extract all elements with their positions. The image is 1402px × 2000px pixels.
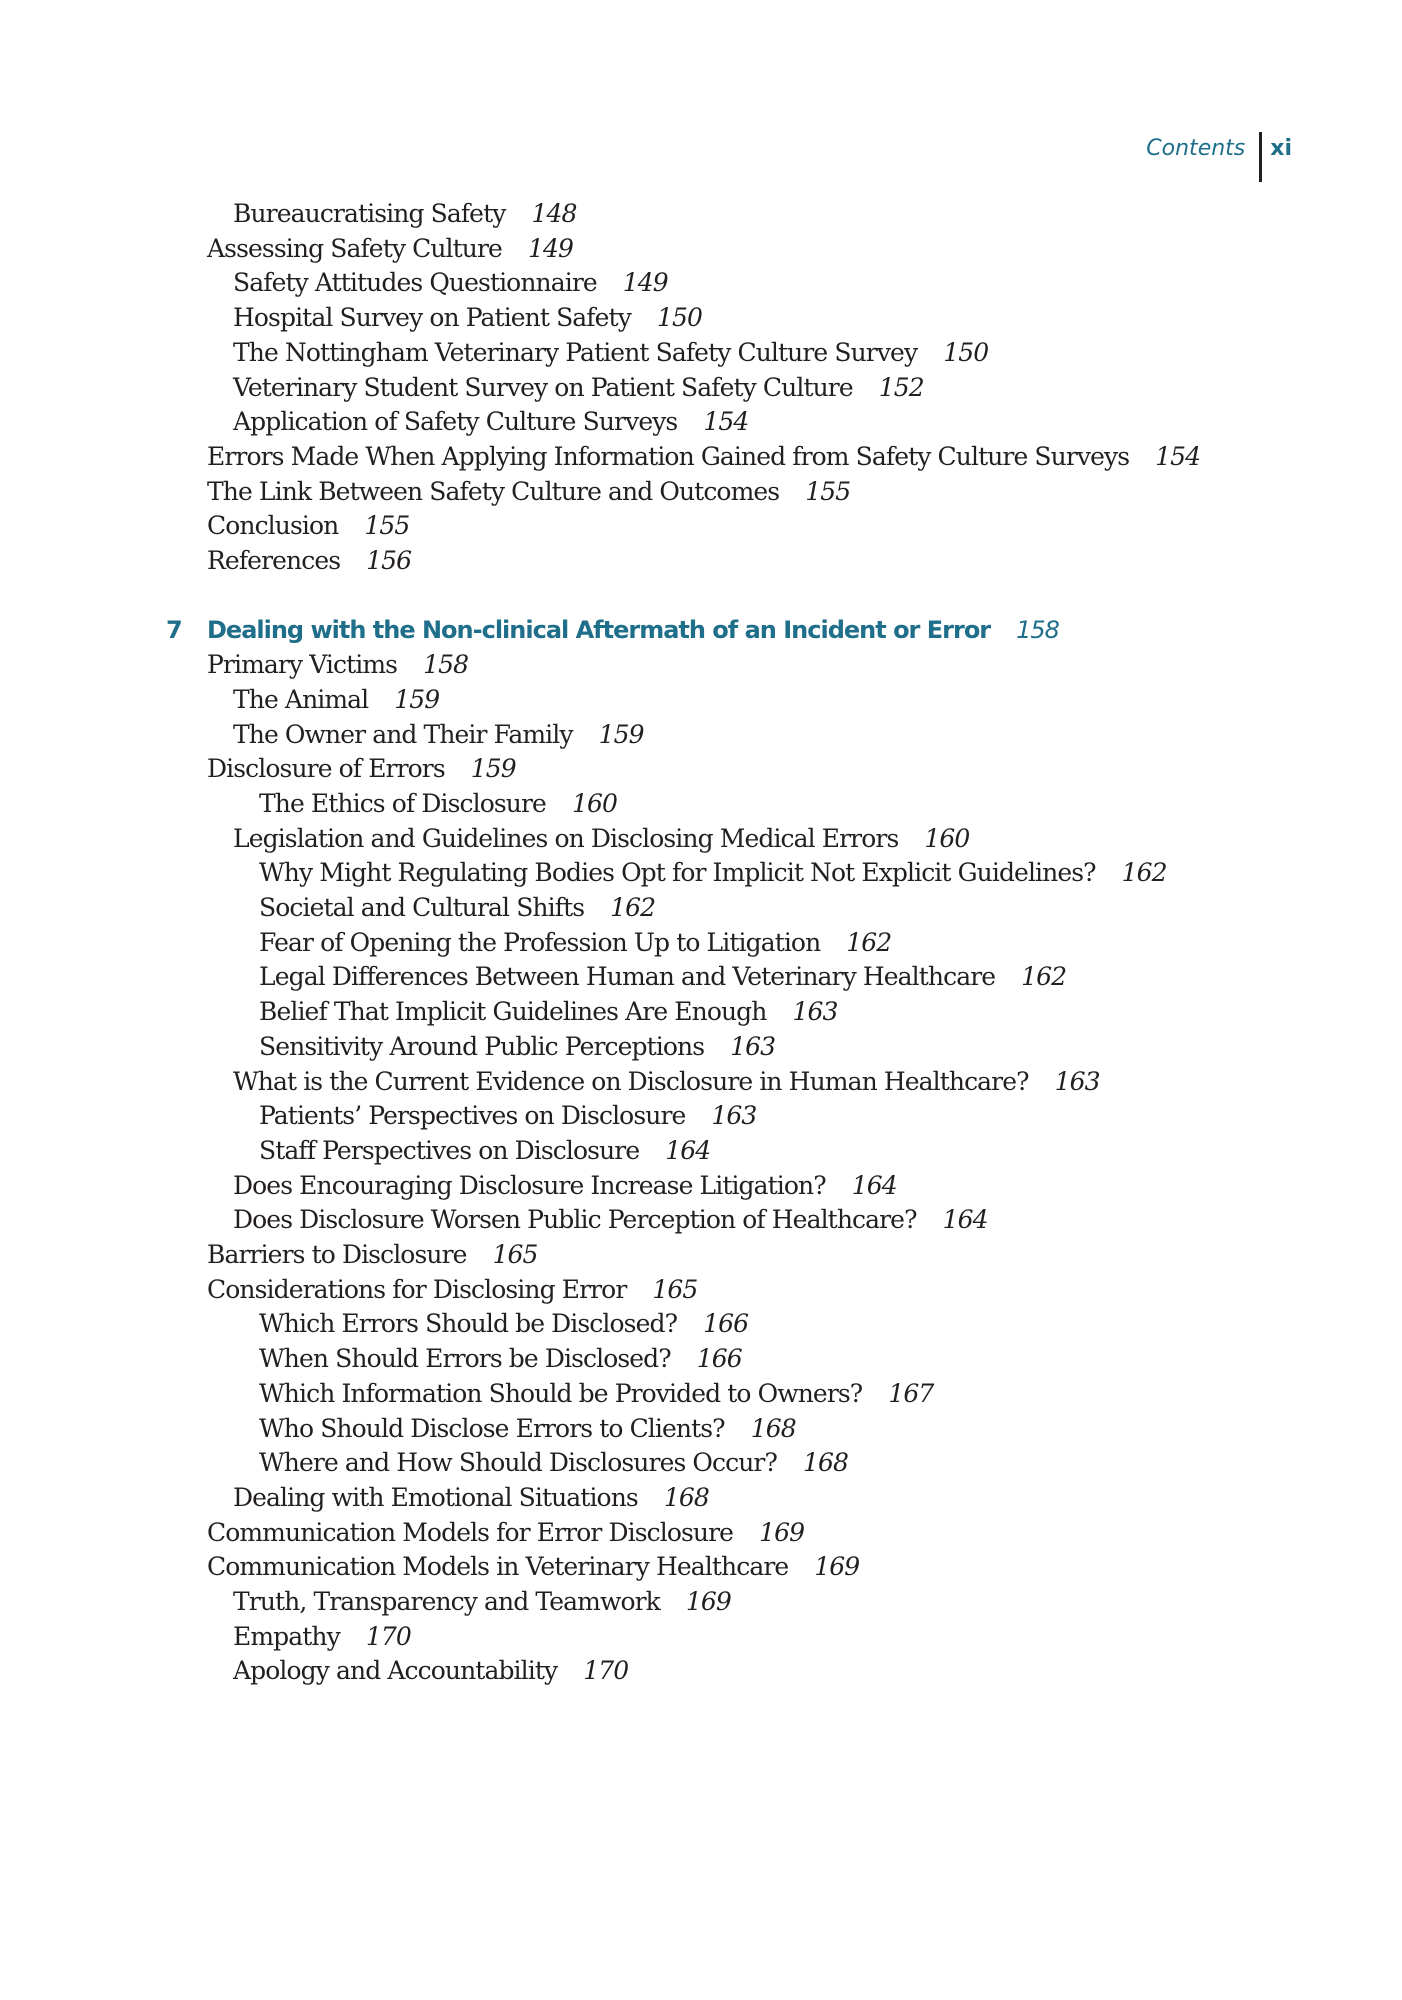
- toc-entry[interactable]: [207, 232, 573, 266]
- toc-entry-page-number: 158: [423, 650, 469, 680]
- toc-entry[interactable]: [233, 1065, 1100, 1099]
- toc-entry[interactable]: [233, 371, 924, 405]
- toc-entry[interactable]: [233, 1620, 411, 1654]
- toc-entry[interactable]: [259, 1099, 756, 1133]
- toc-entry-page-number: 170: [583, 1656, 629, 1686]
- toc-entry-page-number: 160: [571, 788, 617, 818]
- toc-entry-page-number: 159: [394, 684, 440, 714]
- toc-entry-title: Fear of Opening the Profession Up to Litigation: [259, 927, 821, 957]
- toc-entry-title: Legislation and Guidelines on Disclosing Medical Errors: [233, 823, 899, 853]
- toc-entry[interactable]: [233, 822, 969, 856]
- toc-entry[interactable]: [207, 648, 468, 682]
- toc-entry-title: The Link Between Safety Culture and Outcomes: [207, 476, 780, 506]
- toc-entry-title: Where and How Should Disclosures Occur?: [259, 1448, 777, 1478]
- toc-entry-title: Does Encouraging Disclosure Increase Litigation?: [233, 1170, 826, 1200]
- toc-entry[interactable]: [207, 1516, 804, 1550]
- toc-entry[interactable]: [259, 787, 617, 821]
- toc-entry[interactable]: [259, 1134, 710, 1168]
- toc-entry-title: Veterinary Student Survey on Patient Safety Culture: [233, 372, 853, 402]
- toc-entry-page-number: 162: [610, 893, 656, 922]
- toc-entry[interactable]: [259, 1377, 933, 1411]
- toc-entry[interactable]: [259, 1030, 775, 1064]
- toc-entry[interactable]: [233, 266, 668, 300]
- toc-entry[interactable]: [233, 683, 439, 717]
- running-head: [1146, 132, 1292, 182]
- toc-entry-title: When Should Errors be Disclosed?: [259, 1344, 671, 1374]
- toc-entry-page-number: 155: [805, 476, 851, 506]
- toc-entry-title: What is the Current Evidence on Disclosure in Human Healthcare?: [233, 1066, 1029, 1096]
- toc-entry-page-number: 150: [656, 303, 702, 333]
- toc-entry-page-number: 162: [846, 927, 892, 957]
- toc-entry-title: Assessing Safety Culture: [207, 233, 502, 263]
- toc-entry-page-number: 166: [696, 1344, 742, 1374]
- toc-entry[interactable]: [259, 1307, 748, 1341]
- toc-entry-page-number: 155: [364, 511, 410, 541]
- toc-entry-title: Patients’ Perspectives on Disclosure: [259, 1101, 686, 1131]
- toc-entry-title: Considerations for Disclosing Error: [207, 1274, 627, 1304]
- toc-entry-title: Legal Differences Between Human and Veterinary Healthcare: [259, 962, 996, 992]
- toc-entry[interactable]: [207, 544, 411, 578]
- toc-entry-title: Truth, Transparency and Teamwork: [233, 1587, 660, 1616]
- toc-entry[interactable]: [207, 440, 1200, 474]
- toc-entry-title: Who Should Disclose Errors to Clients?: [259, 1413, 725, 1443]
- toc-entry-page-number: 164: [665, 1135, 711, 1165]
- toc-entry-page-number: 163: [1054, 1066, 1100, 1096]
- toc-entry[interactable]: [233, 1169, 897, 1203]
- toc-entry[interactable]: [259, 1446, 848, 1480]
- toc-entry[interactable]: [233, 1585, 731, 1619]
- toc-entry-title: Errors Made When Applying Information Gained from Safety Culture Surveys: [207, 441, 1130, 471]
- toc-entry-page-number: 158: [1016, 616, 1059, 645]
- toc-entry[interactable]: [207, 475, 850, 509]
- toc-entry-page-number: 163: [792, 997, 838, 1027]
- toc-entry-title: Does Disclosure Worsen Public Perception of Healthcare?: [233, 1205, 917, 1235]
- toc-entry-page-number: 149: [622, 268, 668, 298]
- toc-entry-page-number: 162: [1121, 858, 1167, 888]
- toc-entry-title: Bureaucratising Safety: [233, 199, 506, 228]
- toc-entry[interactable]: [207, 1238, 538, 1272]
- toc-entry-title: Communication Models in Veterinary Healthcare: [207, 1552, 789, 1582]
- toc-entry-page-number: 159: [470, 754, 516, 784]
- running-head-section: Contents: [1146, 136, 1246, 161]
- toc-entry-title: The Ethics of Disclosure: [259, 788, 546, 818]
- toc-entry-title: Why Might Regulating Bodies Opt for Implicit Not Explicit Guidelines?: [259, 858, 1096, 888]
- toc-entry-page-number: 166: [703, 1309, 749, 1339]
- toc-entry[interactable]: [233, 197, 576, 231]
- toc-entry-title: Staff Perspectives on Disclosure: [259, 1135, 640, 1165]
- toc-entry-page-number: 150: [943, 337, 989, 367]
- toc-entry-title: The Nottingham Veterinary Patient Safety Culture Survey: [233, 337, 918, 367]
- toc-entry-title: Empathy: [233, 1621, 340, 1651]
- toc-entry-page-number: 165: [492, 1240, 538, 1269]
- toc-entry-page-number: 169: [814, 1552, 860, 1582]
- toc-entry-title: Hospital Survey on Patient Safety: [233, 303, 631, 333]
- toc-entry-title: Communication Models for Error Disclosure: [207, 1517, 734, 1547]
- chapter-number: 7: [166, 616, 183, 645]
- toc-entry-title: Primary Victims: [207, 650, 398, 680]
- toc-entry[interactable]: [233, 718, 644, 752]
- toc-entry[interactable]: [259, 995, 838, 1029]
- toc-entry-title: Societal and Cultural Shifts: [259, 893, 585, 922]
- toc-entry-title: Barriers to Disclosure: [207, 1240, 467, 1269]
- toc-entry-title: Application of Safety Culture Surveys: [233, 407, 678, 437]
- toc-entry-title: Disclosure of Errors: [207, 754, 445, 784]
- toc-entry[interactable]: [207, 752, 516, 786]
- toc-entry-page-number: 164: [851, 1170, 897, 1200]
- toc-entry-title: The Owner and Their Family: [233, 719, 573, 749]
- toc-entry-title: Dealing with Emotional Situations: [233, 1482, 638, 1512]
- toc-entry[interactable]: [233, 1203, 988, 1237]
- toc-entry-page-number: 168: [663, 1482, 709, 1512]
- toc-entry-page-number: 163: [730, 1031, 776, 1061]
- toc-entry-page-number: 160: [924, 823, 970, 853]
- toc-entry[interactable]: [259, 856, 1167, 890]
- toc-entry-page-number: 163: [711, 1101, 757, 1131]
- toc-entry-title: Dealing with the Non-clinical Aftermath of an Incident or Error: [207, 616, 991, 645]
- toc-entry-page-number: 154: [703, 407, 749, 437]
- toc-entry[interactable]: [207, 1273, 697, 1307]
- toc-entry[interactable]: [259, 926, 891, 960]
- toc-entry[interactable]: [233, 301, 702, 335]
- toc-entry[interactable]: [233, 1654, 628, 1688]
- toc-entry-page-number: 165: [652, 1274, 698, 1304]
- toc-entry-title: Conclusion: [207, 511, 339, 541]
- toc-entry-page-number: 169: [759, 1517, 805, 1547]
- toc-entry-title: References: [207, 546, 341, 575]
- toc-entry[interactable]: [207, 509, 409, 543]
- toc-entry-page-number: 154: [1155, 441, 1201, 471]
- toc-entry[interactable]: [207, 1550, 859, 1584]
- toc-entry-title: Apology and Accountability: [233, 1656, 558, 1686]
- toc-entry[interactable]: [259, 1342, 742, 1376]
- toc-entry[interactable]: [259, 891, 655, 925]
- toc-entry-page-number: 169: [685, 1587, 731, 1616]
- toc-entry-title: Sensitivity Around Public Perceptions: [259, 1031, 705, 1061]
- toc-entry-page-number: 148: [531, 199, 577, 228]
- toc-entry-title: Which Information Should be Provided to Owners?: [259, 1378, 863, 1408]
- toc-entry[interactable]: [233, 336, 988, 370]
- toc-entry-page-number: 164: [942, 1205, 988, 1235]
- toc-entry-page-number: 159: [598, 719, 644, 749]
- toc-entry[interactable]: [259, 1412, 796, 1446]
- toc-entry[interactable]: [233, 405, 748, 439]
- toc-entry-page-number: 168: [750, 1413, 796, 1443]
- toc-entry-page-number: 162: [1021, 962, 1067, 992]
- toc-entry-page-number: 168: [803, 1448, 849, 1478]
- toc-entry-page-number: 167: [888, 1378, 934, 1408]
- toc-entry[interactable]: [233, 1481, 709, 1515]
- toc-entry-page-number: 149: [527, 233, 573, 263]
- toc-entry-title: The Animal: [233, 684, 369, 714]
- toc-chapter-entry[interactable]: [207, 613, 1059, 647]
- toc-entry-title: Belief That Implicit Guidelines Are Enough: [259, 997, 767, 1027]
- toc-entry-page-number: 156: [366, 546, 412, 575]
- toc-entry-page-number: 170: [365, 1621, 411, 1651]
- page-folio: xi: [1270, 136, 1292, 161]
- toc-entry-title: Safety Attitudes Questionnaire: [233, 268, 597, 298]
- toc-entry-title: Which Errors Should be Disclosed?: [259, 1309, 678, 1339]
- toc-entry-page-number: 152: [878, 372, 924, 402]
- toc-entry[interactable]: [259, 960, 1066, 994]
